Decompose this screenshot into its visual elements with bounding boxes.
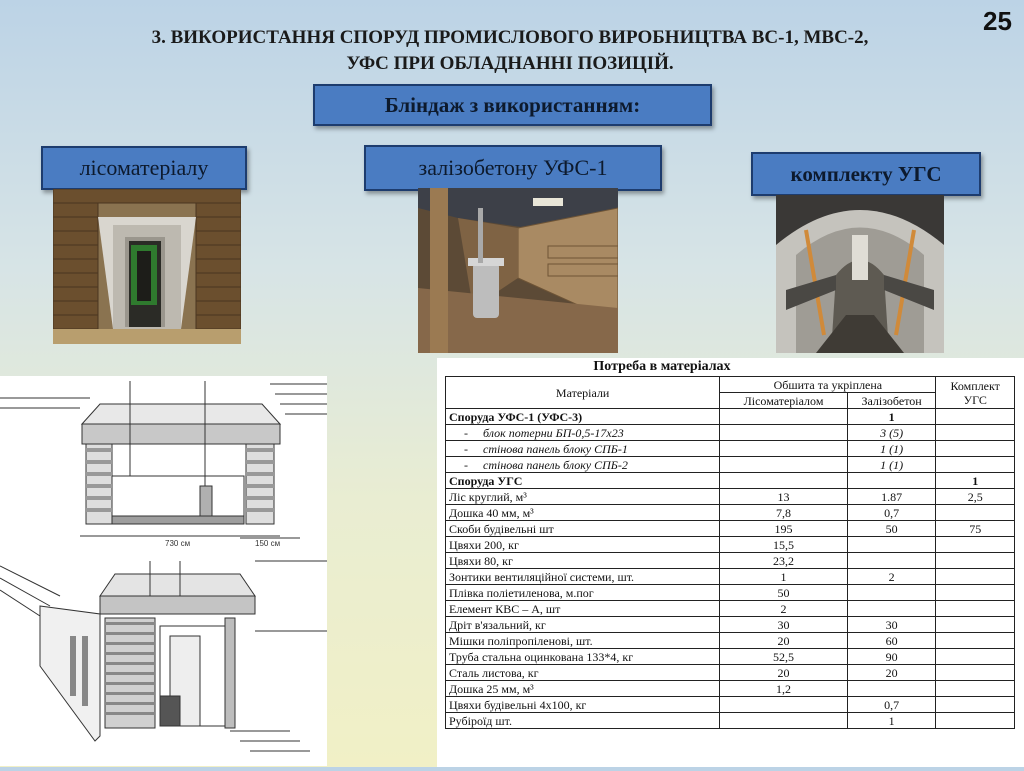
material-name: стінова панель блоку СПБ-2 xyxy=(483,457,628,472)
material-name-cell xyxy=(446,633,720,649)
ugs-kit-photo xyxy=(776,195,944,353)
value-cell-wood xyxy=(720,697,847,713)
material-name: Зонтики вентиляційної системи, шт. xyxy=(449,569,635,584)
value-cell-kit xyxy=(936,649,1015,665)
value-cell-concrete: 1 (1) xyxy=(847,457,936,473)
value-cell-wood: 1 xyxy=(720,569,847,585)
material-name: Ліс круглий, м³ xyxy=(449,489,527,504)
material-name-cell xyxy=(446,601,720,617)
material-name-cell xyxy=(446,553,720,569)
value-cell-kit xyxy=(936,601,1015,617)
header-concrete: Залізобетон xyxy=(847,393,936,409)
material-name: Мішки поліпропіленові, шт. xyxy=(449,633,593,648)
header-wood: Лісоматеріалом xyxy=(720,393,847,409)
header-group: Обшита та укріплена xyxy=(720,377,936,393)
value-cell-concrete xyxy=(847,585,936,601)
value-cell-concrete: 1.87 xyxy=(847,489,936,505)
value-cell-wood: 1,2 xyxy=(720,681,847,697)
header-kit: Комплект УГС xyxy=(936,377,1015,409)
value-cell-concrete: 2 xyxy=(847,569,936,585)
material-name: блок потерни БП-0,5-17х23 xyxy=(483,425,624,440)
value-cell-wood xyxy=(720,473,847,489)
materials-table-title: Потреба в матеріалах xyxy=(593,359,731,374)
value-cell-wood: 50 xyxy=(720,585,847,601)
material-name-cell xyxy=(446,649,720,665)
material-name: Елемент КВС – А, шт xyxy=(449,601,561,616)
value-cell-wood: 23,2 xyxy=(720,553,847,569)
value-cell-concrete xyxy=(847,473,936,489)
material-name: Труба стальна оцинкована 133*4, кг xyxy=(449,649,634,664)
value-cell-kit xyxy=(936,713,1015,729)
value-cell-kit xyxy=(936,585,1015,601)
material-name-cell xyxy=(446,441,720,457)
value-cell-concrete: 0,7 xyxy=(847,697,936,713)
slide-title xyxy=(60,25,960,77)
material-name-cell xyxy=(446,713,720,729)
value-cell-wood: 52,5 xyxy=(720,649,847,665)
value-cell-concrete: 1 xyxy=(847,713,936,729)
concrete-bunker-photo xyxy=(418,188,618,353)
value-cell-wood xyxy=(720,425,847,441)
material-name: Сталь листова, кг xyxy=(449,665,539,680)
material-name-cell xyxy=(446,585,720,601)
value-cell-wood xyxy=(720,457,847,473)
value-cell-kit xyxy=(936,665,1015,681)
value-cell-kit xyxy=(936,505,1015,521)
table-row xyxy=(446,457,1015,473)
slide-title-line-2: УФС ПРИ ОБЛАДНАННІ ПОЗИЦІЙ. xyxy=(346,53,674,74)
material-name-cell xyxy=(446,537,720,553)
value-cell-wood xyxy=(720,441,847,457)
value-cell-concrete xyxy=(847,537,936,553)
table-row xyxy=(446,713,1015,729)
table-row xyxy=(446,537,1015,553)
material-name-cell xyxy=(446,409,720,425)
table-row xyxy=(446,505,1015,521)
material-name-cell xyxy=(446,521,720,537)
item-dash: - xyxy=(464,441,468,456)
header-materials: Матеріали xyxy=(446,377,720,409)
value-cell-kit xyxy=(936,617,1015,633)
slide-number: 25 xyxy=(983,6,1012,36)
option-concrete-box: залізобетону УФС-1 xyxy=(364,145,662,191)
material-name-cell xyxy=(446,665,720,681)
material-name: Цвяхи будівельні 4х100, кг xyxy=(449,697,587,712)
material-name-cell xyxy=(446,617,720,633)
slide-title-line-1: 3. ВИКОРИСТАННЯ СПОРУД ПРОМИСЛОВОГО ВИРОБНИЦТВА ВС-1, МВС-2, xyxy=(151,27,869,48)
value-cell-concrete: 1 (1) xyxy=(847,441,936,457)
material-name-cell xyxy=(446,489,720,505)
value-cell-wood: 7,8 xyxy=(720,505,847,521)
table-row xyxy=(446,489,1015,505)
table-row xyxy=(446,585,1015,601)
value-cell-wood xyxy=(720,409,847,425)
table-row xyxy=(446,409,1015,425)
material-name: Плівка поліетиленова, м.пог xyxy=(449,585,594,600)
value-cell-kit xyxy=(936,697,1015,713)
value-cell-concrete: 1 xyxy=(847,409,936,425)
value-cell-kit xyxy=(936,409,1015,425)
option-kit-box: комплекту УГС xyxy=(751,152,981,196)
cross-section-drawing xyxy=(0,376,327,556)
item-dash: - xyxy=(464,457,468,472)
value-cell-kit: 1 xyxy=(936,473,1015,489)
value-cell-concrete xyxy=(847,681,936,697)
longitudinal-section-drawing xyxy=(0,556,327,766)
value-cell-kit xyxy=(936,681,1015,697)
table-row xyxy=(446,569,1015,585)
material-name: Цвяхи 200, кг xyxy=(449,537,519,552)
materials-table xyxy=(445,376,1015,729)
material-name: Споруда УГС xyxy=(449,473,523,488)
table-row xyxy=(446,649,1015,665)
value-cell-wood: 2 xyxy=(720,601,847,617)
value-cell-concrete: 90 xyxy=(847,649,936,665)
materials-table-panel xyxy=(437,358,1024,767)
value-cell-concrete xyxy=(847,601,936,617)
item-dash: - xyxy=(464,425,468,440)
table-row xyxy=(446,633,1015,649)
value-cell-concrete: 0,7 xyxy=(847,505,936,521)
material-name: Рубіроїд шт. xyxy=(449,713,512,728)
value-cell-concrete: 30 xyxy=(847,617,936,633)
material-name: стінова панель блоку СПБ-1 xyxy=(483,441,628,456)
value-cell-wood: 15,5 xyxy=(720,537,847,553)
value-cell-wood: 20 xyxy=(720,633,847,649)
value-cell-kit xyxy=(936,441,1015,457)
value-cell-kit: 2,5 xyxy=(936,489,1015,505)
value-cell-wood: 30 xyxy=(720,617,847,633)
value-cell-kit: 75 xyxy=(936,521,1015,537)
material-name: Дошка 40 мм, м³ xyxy=(449,505,534,520)
value-cell-wood xyxy=(720,713,847,729)
material-name: Споруда УФС-1 (УФС-3) xyxy=(449,409,583,424)
table-header-row xyxy=(446,377,1015,393)
value-cell-kit xyxy=(936,457,1015,473)
value-cell-wood: 20 xyxy=(720,665,847,681)
value-cell-concrete: 50 xyxy=(847,521,936,537)
value-cell-wood: 13 xyxy=(720,489,847,505)
table-row xyxy=(446,425,1015,441)
material-name: Дошка 25 мм, м³ xyxy=(449,681,534,696)
material-name-cell xyxy=(446,425,720,441)
table-row xyxy=(446,473,1015,489)
material-name-cell xyxy=(446,505,720,521)
table-row xyxy=(446,553,1015,569)
material-name-cell xyxy=(446,697,720,713)
material-name: Скоби будівельні шт xyxy=(449,521,554,536)
material-name-cell xyxy=(446,681,720,697)
value-cell-kit xyxy=(936,553,1015,569)
value-cell-concrete: 60 xyxy=(847,633,936,649)
material-name-cell xyxy=(446,473,720,489)
dugout-heading-box: Бліндаж з використанням: xyxy=(313,84,712,126)
value-cell-kit xyxy=(936,569,1015,585)
table-row xyxy=(446,681,1015,697)
timber-dugout-photo xyxy=(53,189,241,344)
table-row xyxy=(446,617,1015,633)
table-row xyxy=(446,521,1015,537)
dimension-width-label: 730 см xyxy=(165,539,191,548)
value-cell-kit xyxy=(936,425,1015,441)
value-cell-concrete: 3 (5) xyxy=(847,425,936,441)
value-cell-concrete xyxy=(847,553,936,569)
option-timber-box: лісоматеріалу xyxy=(41,146,247,190)
table-row xyxy=(446,601,1015,617)
table-row xyxy=(446,665,1015,681)
material-name: Цвяхи 80, кг xyxy=(449,553,513,568)
value-cell-kit xyxy=(936,537,1015,553)
dimension-side-label: 150 см xyxy=(255,539,281,548)
table-row xyxy=(446,441,1015,457)
material-name: Дріт в'язальний, кг xyxy=(449,617,546,632)
value-cell-kit xyxy=(936,633,1015,649)
table-row xyxy=(446,697,1015,713)
value-cell-concrete: 20 xyxy=(847,665,936,681)
material-name-cell xyxy=(446,569,720,585)
material-name-cell xyxy=(446,457,720,473)
value-cell-wood: 195 xyxy=(720,521,847,537)
